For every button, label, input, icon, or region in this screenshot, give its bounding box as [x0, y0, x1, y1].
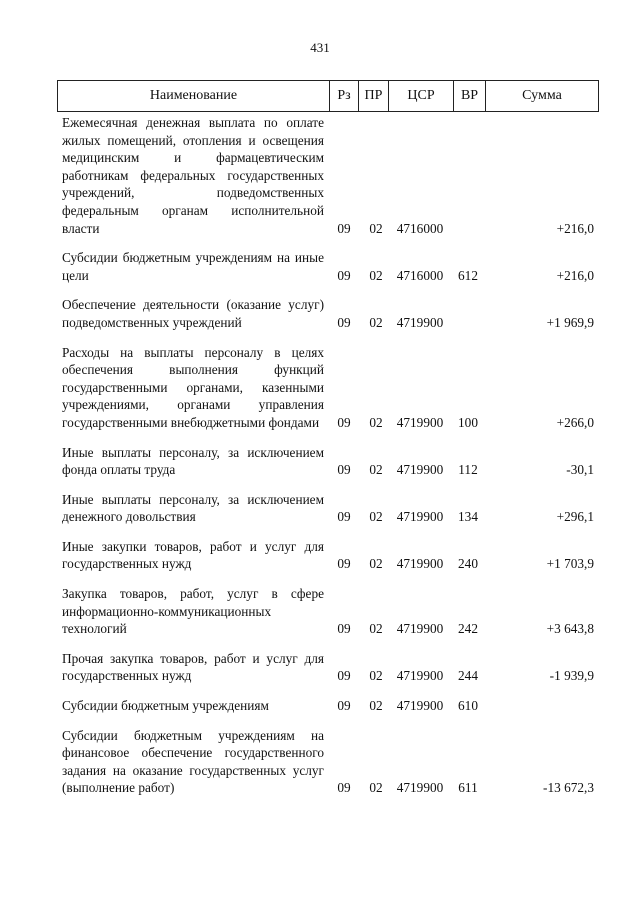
header-csr: ЦСР	[389, 81, 454, 111]
row-rz: 09	[337, 314, 351, 330]
table-row	[62, 538, 594, 573]
row-rz: 09	[337, 509, 351, 525]
row-sum: +216,0	[556, 267, 594, 283]
row-csr: 4719900	[396, 698, 444, 714]
row-rz: 09	[337, 462, 351, 478]
row-vr: 611	[458, 780, 478, 796]
table-row	[62, 585, 594, 638]
row-pr: 02	[369, 462, 383, 478]
header-name: Наименование	[58, 81, 330, 111]
table-row	[62, 697, 594, 715]
row-csr: 4719900	[396, 462, 444, 478]
header-vr: ВР	[454, 81, 486, 111]
row-rz: 09	[337, 267, 351, 283]
row-sum: +3 643,8	[546, 621, 594, 637]
row-sum: +216,0	[556, 220, 594, 236]
row-vr: 610	[458, 698, 478, 714]
row-name: Закупка товаров, работ, услуг в сфере информационно-коммуникационных технологий	[62, 586, 324, 637]
table-row	[62, 650, 594, 685]
header-rz: Рз	[330, 81, 359, 111]
row-vr: 112	[458, 462, 478, 478]
header-pr: ПР	[359, 81, 389, 111]
row-name: Иные закупки товаров, работ и услуг для государственных нужд	[62, 538, 324, 572]
row-pr: 02	[369, 780, 383, 796]
row-csr: 4719900	[396, 509, 444, 525]
row-pr: 02	[369, 220, 383, 236]
table-row	[62, 444, 594, 479]
row-name: Ежемесячная денежная выплата по оплате жилых помещений, отопления и освещения медицинским и фармацевтическим работникам федеральных государственных учреждений, подведомственных федеральным органам исполнительной власти	[62, 115, 324, 236]
row-csr: 4719900	[396, 668, 444, 684]
row-rz: 09	[337, 220, 351, 236]
row-pr: 02	[369, 509, 383, 525]
row-sum: +1 969,9	[546, 314, 594, 330]
row-csr: 4716000	[396, 220, 444, 236]
row-pr: 02	[369, 556, 383, 572]
table-header	[57, 80, 599, 112]
row-csr: 4719900	[396, 314, 444, 330]
row-sum: +266,0	[556, 414, 594, 430]
row-rz: 09	[337, 698, 351, 714]
row-vr: 240	[458, 556, 478, 572]
row-csr: 4719900	[396, 414, 444, 430]
table-body	[62, 114, 594, 809]
row-rz: 09	[337, 668, 351, 684]
row-sum: +296,1	[556, 509, 594, 525]
table-row	[62, 249, 594, 284]
row-pr: 02	[369, 314, 383, 330]
row-name: Субсидии бюджетным учреждениям на финансовое обеспечение государственного задания на оказание государственных услуг (выполнение работ)	[62, 727, 324, 796]
row-pr: 02	[369, 414, 383, 430]
row-vr: 134	[458, 509, 478, 525]
row-vr: 244	[458, 668, 478, 684]
row-sum: +1 703,9	[546, 556, 594, 572]
row-pr: 02	[369, 621, 383, 637]
row-name: Субсидии бюджетным учреждениям	[62, 698, 269, 714]
table-row	[62, 296, 594, 331]
row-rz: 09	[337, 780, 351, 796]
row-pr: 02	[369, 698, 383, 714]
row-name: Иные выплаты персоналу, за исключением денежного довольствия	[62, 491, 324, 525]
header-sum: Сумма	[522, 88, 562, 103]
row-pr: 02	[369, 668, 383, 684]
row-rz: 09	[337, 414, 351, 430]
row-sum: -30,1	[566, 462, 594, 478]
row-csr: 4719900	[396, 621, 444, 637]
row-name: Субсидии бюджетным учреждениям на иные цели	[62, 250, 324, 283]
page-number: 431	[310, 40, 330, 55]
row-vr: 100	[458, 414, 478, 430]
row-rz: 09	[337, 556, 351, 572]
row-csr: 4716000	[396, 267, 444, 283]
row-vr: 242	[458, 621, 478, 637]
row-name: Расходы на выплаты персоналу в целях обеспечения выполнения функций государственными органами, казенными учреждениями, органами управления государственными внебюджетными фондами	[62, 344, 324, 430]
row-vr: 612	[458, 267, 478, 283]
row-rz: 09	[337, 621, 351, 637]
table-row	[62, 727, 594, 797]
row-name: Иные выплаты персоналу, за исключением фонда оплаты труда	[62, 444, 324, 478]
row-csr: 4719900	[396, 556, 444, 572]
row-sum: -13 672,3	[543, 780, 594, 796]
row-name: Обеспечение деятельности (оказание услуг) подведомственных учреждений	[62, 297, 324, 330]
row-csr: 4719900	[396, 780, 444, 796]
row-sum: -1 939,9	[549, 668, 594, 684]
row-name: Прочая закупка товаров, работ и услуг для государственных нужд	[62, 650, 324, 684]
table-row	[62, 491, 594, 526]
row-pr: 02	[369, 267, 383, 283]
table-row	[62, 344, 594, 432]
table-row	[62, 114, 594, 237]
